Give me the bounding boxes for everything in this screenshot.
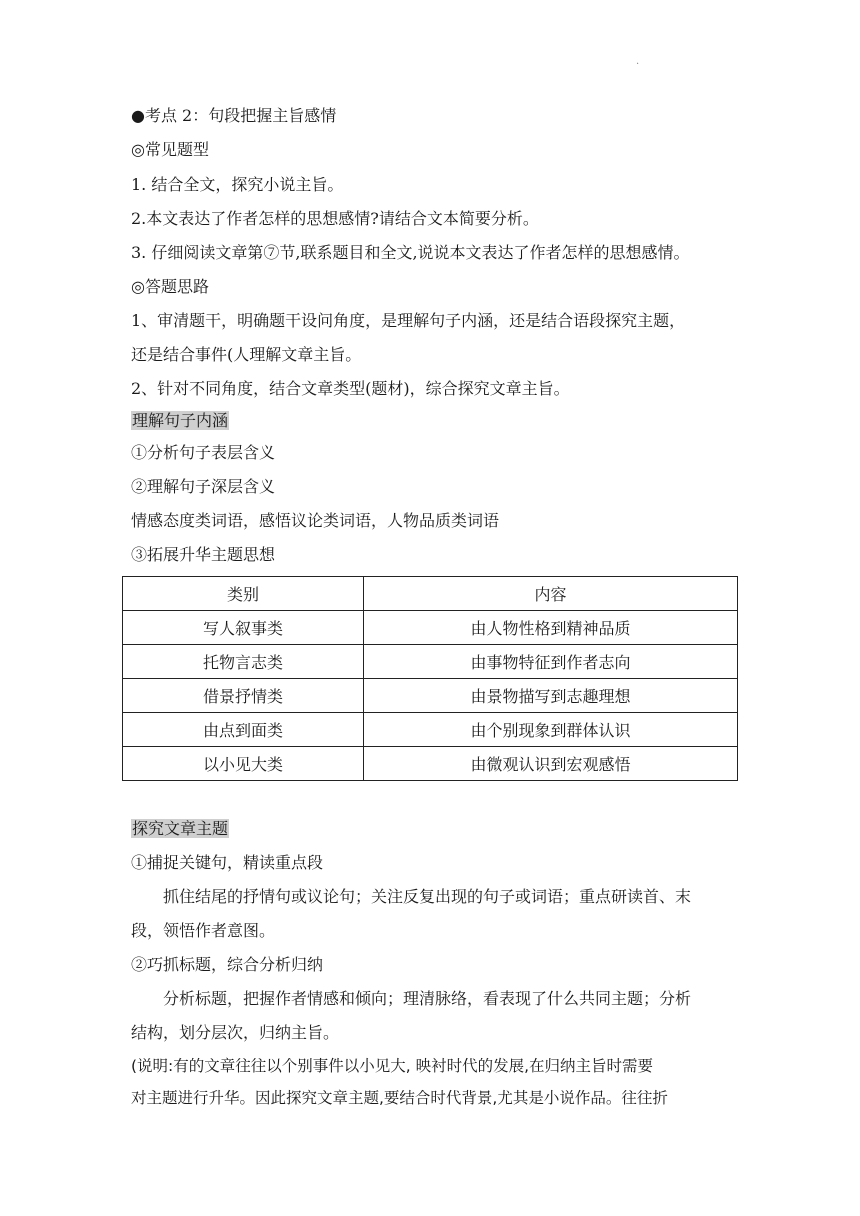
table-cell-content: 由个别现象到群体认识 — [364, 713, 738, 747]
approach-1-line-1: 1、审清题干，明确题干设问角度，是理解句子内涵，还是结合语段探究主题， — [131, 311, 686, 330]
understand-step-3: ③拓展升华主题思想 — [131, 545, 276, 564]
common-types-heading: ◎常见题型 — [131, 140, 209, 159]
explore-step-1: ①捕捉关键句，精读重点段 — [131, 853, 324, 872]
understand-heading — [131, 410, 229, 432]
table-header-row — [123, 577, 738, 611]
table-cell-content: 由事物特征到作者志向 — [364, 645, 738, 679]
table-cell-content: 由景物描写到志趣理想 — [364, 679, 738, 713]
explore-step-1-body-1: 抓住结尾的抒情句或议论句；关注反复出现的句子或词语；重点研读首、末 — [163, 887, 692, 906]
explore-note-2: 对主题进行升华。因此探究文章主题,要结合时代背景,尤其是小说作品。往往折 — [131, 1089, 668, 1107]
table-row — [123, 611, 738, 645]
question-3: 3. 仔细阅读文章第⑦节,联系题目和全文,说说本文表达了作者怎样的思想感情。 — [131, 243, 690, 262]
table-cell-content: 由微观认识到宏观感悟 — [364, 747, 738, 781]
table-cell-category: 由点到面类 — [123, 713, 364, 747]
approach-1-line-2: 还是结合事件(人理解文章主旨。 — [131, 345, 362, 364]
question-2: 2.本文表达了作者怎样的思想感情?请结合文本简要分析。 — [131, 209, 539, 228]
explore-step-2: ②巧抓标题，综合分析归纳 — [131, 955, 324, 974]
table-header-category: 类别 — [123, 577, 364, 611]
table-header-content: 内容 — [364, 577, 738, 611]
question-1: 1. 结合全文，探究小说主旨。 — [131, 175, 344, 194]
page-mark: . — [636, 56, 640, 67]
approach-2: 2、针对不同角度，结合文章类型(题材)，综合探究文章主旨。 — [131, 379, 570, 398]
table-cell-category: 托物言志类 — [123, 645, 364, 679]
approach-heading: ◎答题思路 — [131, 277, 209, 296]
section-title: ●考点 2：句段把握主旨感情 — [131, 106, 337, 125]
table-cell-category: 借景抒情类 — [123, 679, 364, 713]
table-row — [123, 679, 738, 713]
explore-heading-text: 探究文章主题 — [132, 819, 229, 838]
table-row — [123, 645, 738, 679]
table-cell-category: 写人叙事类 — [123, 611, 364, 645]
explore-heading — [131, 818, 229, 840]
understand-step-2: ②理解句子深层含义 — [131, 477, 276, 496]
explore-step-1-body-2: 段，领悟作者意图。 — [131, 921, 276, 940]
table-cell-category: 以小见大类 — [123, 747, 364, 781]
explore-note-1: (说明:有的文章往往以个别事件以小见大, 映衬时代的发展,在归纳主旨时需要 — [131, 1057, 654, 1075]
understand-step-1: ①分析句子表层含义 — [131, 443, 276, 462]
table-cell-content: 由人物性格到精神品质 — [364, 611, 738, 645]
understand-heading-text: 理解句子内涵 — [132, 411, 229, 430]
explore-step-2-body-1: 分析标题，把握作者情感和倾向；理清脉络，看表现了什么共同主题；分析 — [163, 989, 692, 1008]
understand-step-2-note: 情感态度类词语，感悟议论类词语，人物品质类词语 — [131, 511, 500, 530]
explore-step-2-body-2: 结构，划分层次，归纳主旨。 — [131, 1023, 340, 1042]
theme-table — [122, 576, 738, 781]
table-row — [123, 713, 738, 747]
table-row — [123, 747, 738, 781]
